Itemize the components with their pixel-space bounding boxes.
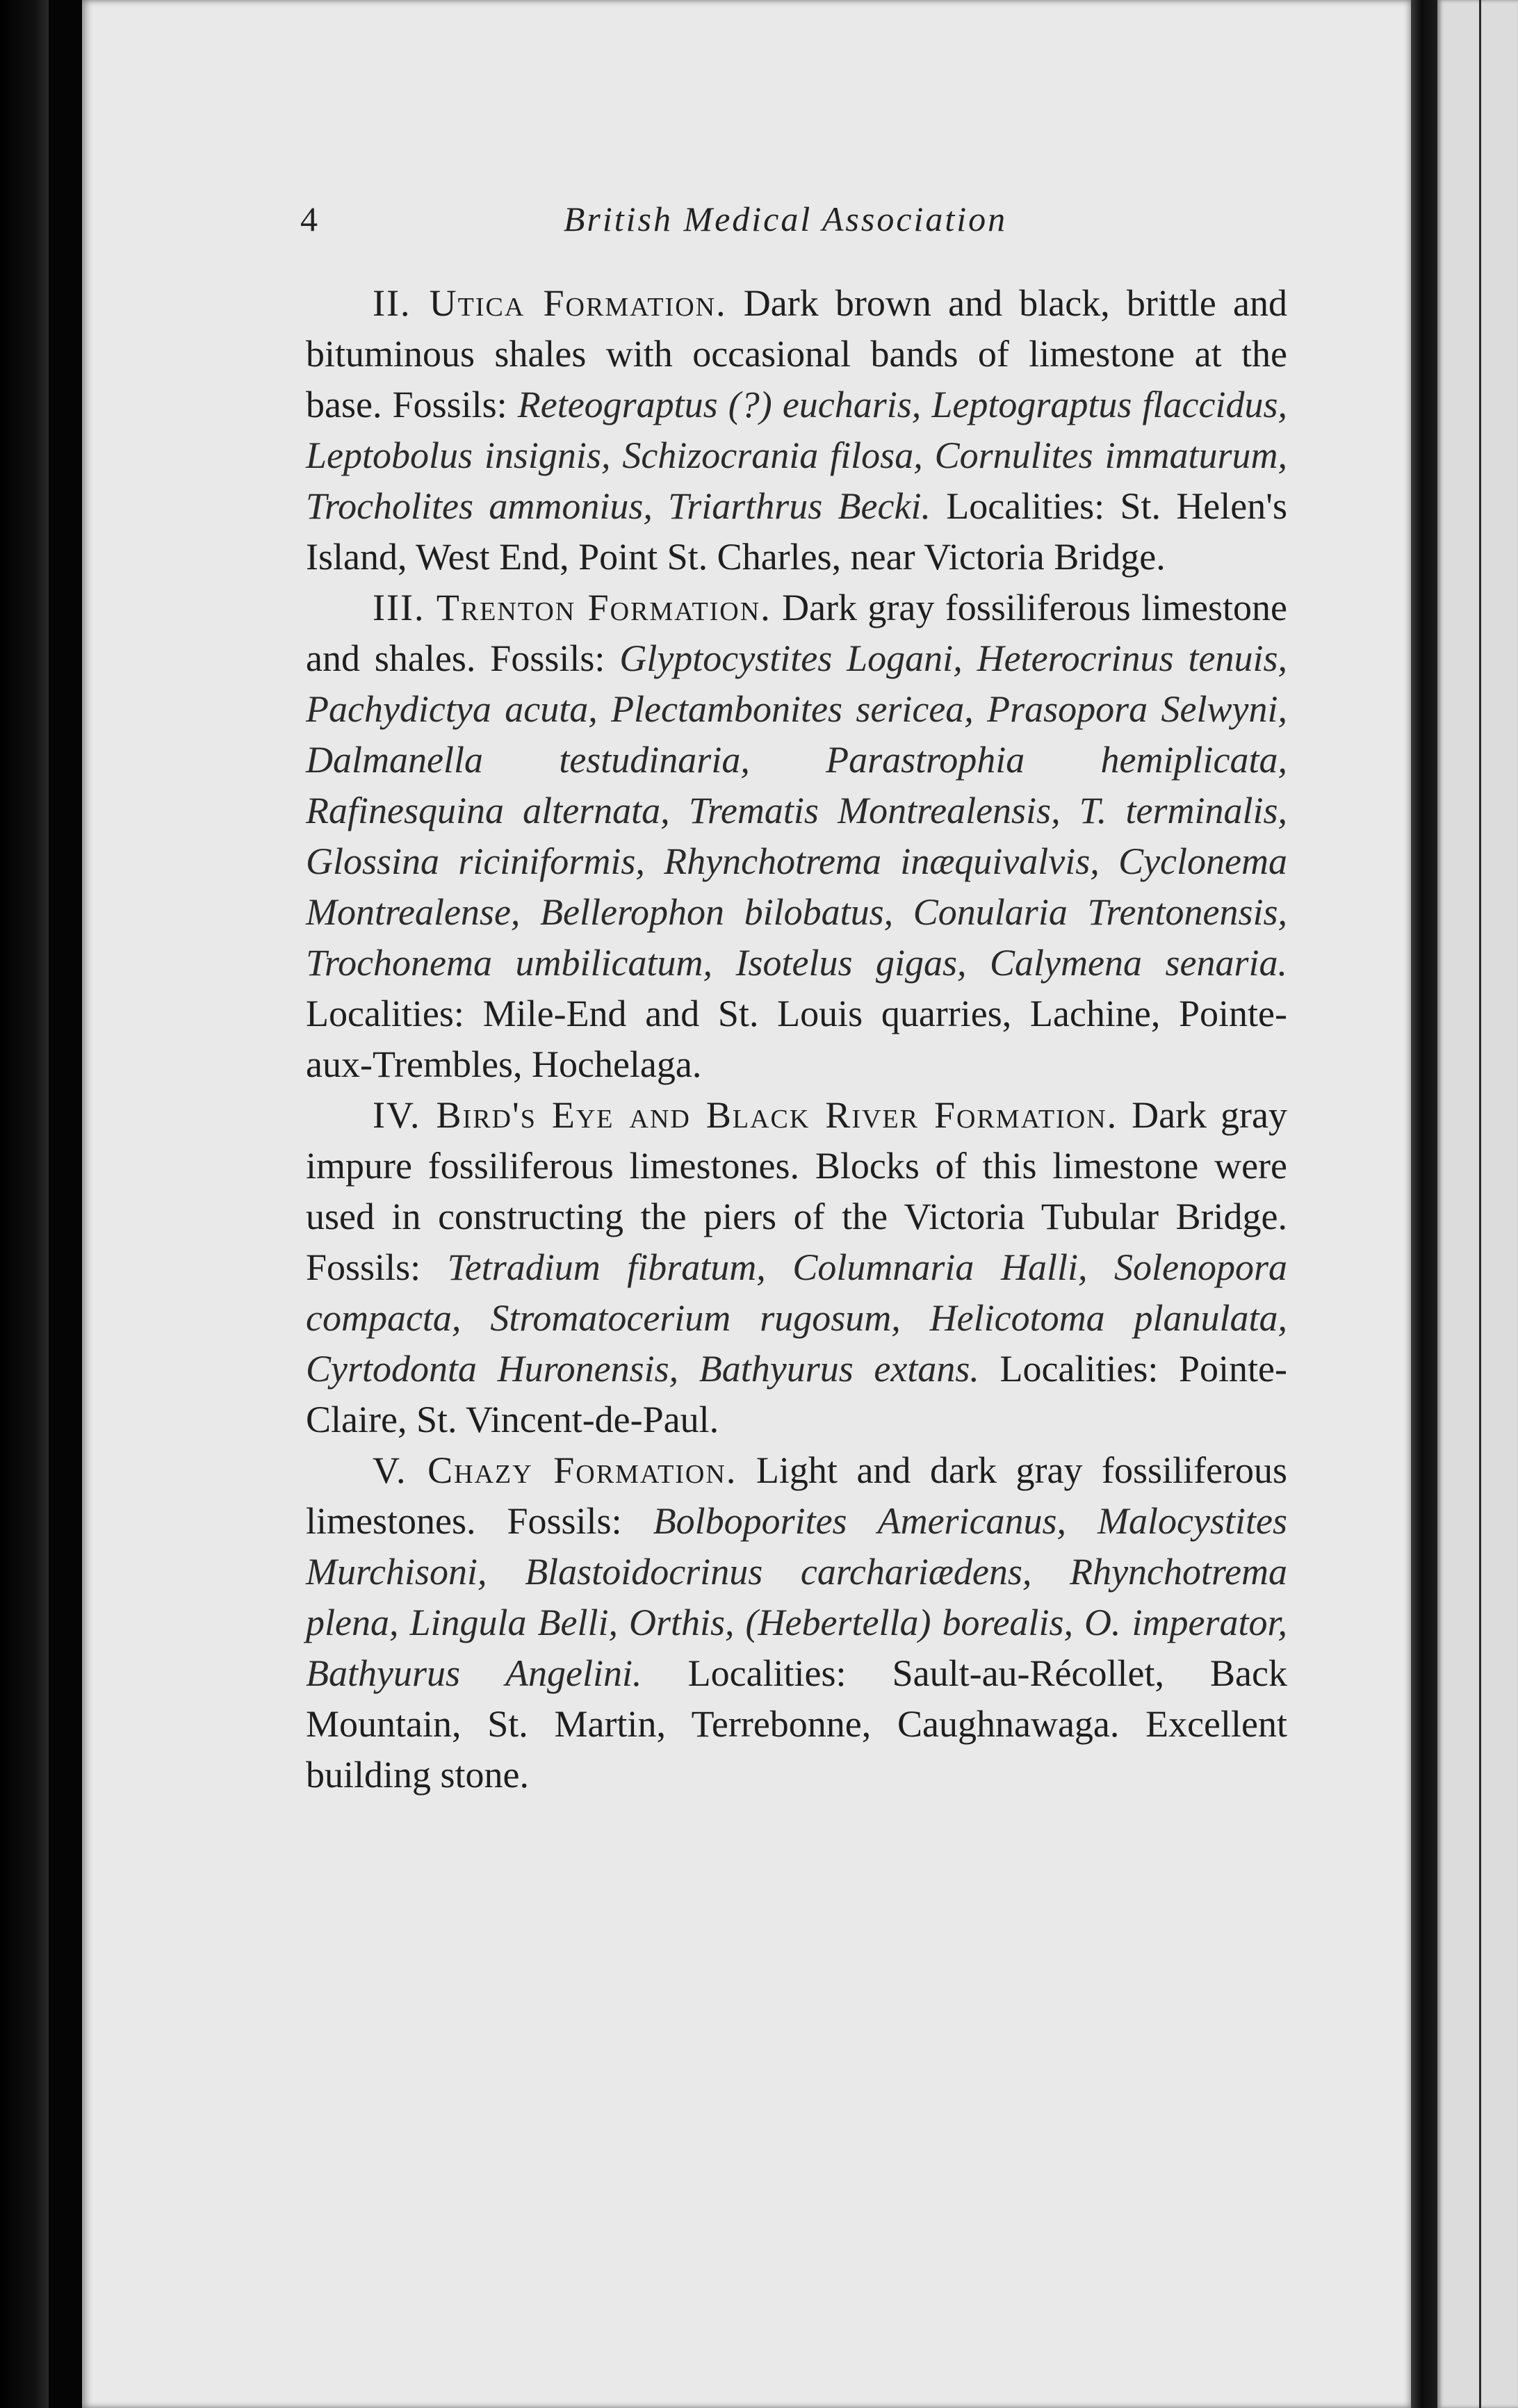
book-spine-shadow — [1411, 0, 1437, 2408]
section-text: Dark gray impure fossiliferous limestones. Blocks of this limestone were used in constructing the piers of the Victoria Tubular Bridge. Fossils: — [306, 1094, 1287, 1288]
localities-text: Localities: Pointe-Claire, St. Vincent-de-Paul. — [306, 1348, 1288, 1440]
section-text: Light and dark gray fossiliferous limestones. Fossils: — [306, 1449, 1288, 1542]
section-birds-eye-black-river — [306, 1090, 1287, 1445]
fossil-list: Glyptocystites Logani, Heterocrinus tenuis, Pachydictya acuta, Plectambonites sericea, Prasopora Selwyni, Dalmanella testudinaria, Parastrophia hemiplicata, Rafinesquina alternata, Trematis Montrealensis, T. terminalis, Glossina riciniformis, Rhynchotrema inæquivalvis, Cyclonema Montrealense, Bellerophon bilobatus, Conularia Trentonensis, Trochonema umbilicatum, Isotelus gigas, Calymena senaria. — [306, 637, 1287, 984]
section-heading: IV. Bird's Eye and Black River Formation. — [373, 1094, 1118, 1136]
running-title: British Medical Association — [563, 200, 1008, 238]
localities-text: Localities: St. Helen's Island, West End, Point St. Charles, near Victoria Bridge. — [306, 485, 1287, 578]
page-edge-line — [1479, 0, 1481, 2408]
body-text — [306, 278, 1287, 1800]
localities-text: Localities: Sault-au-Récollet, Back Mountain, St. Martin, Terrebonne, Caughnawaga. Excellent building stone. — [306, 1652, 1287, 1796]
section-trenton — [306, 583, 1287, 1090]
localities-text: Localities: Mile-End and St. Louis quarries, Lachine, Pointe-aux-Trembles, Hochelaga. — [306, 993, 1287, 1085]
section-text: Dark brown and black, brittle and bituminous shales with occasional bands of limestone at the base. Fossils: — [306, 282, 1288, 425]
section-heading: V. Chazy Formation. — [373, 1449, 737, 1491]
section-utica — [306, 278, 1287, 583]
fossil-list: Reteograptus (?) eucharis, Leptograptus flaccidus, Leptobolus insignis, Schizocrania filosa, Cornulites immaturum, Trocholites ammonius, Triarthrus Becki. — [306, 384, 1287, 527]
section-heading: III. Trenton Formation. — [373, 587, 772, 628]
section-text: Dark gray fossiliferous limestone and shales. Fossils: — [306, 587, 1288, 679]
scan-left-border — [0, 0, 49, 2408]
fossil-list: Bolboporites Americanus, Malocystites Murchisoni, Blastoidocrinus carchariædens, Rhynchotrema plena, Lingula Belli, Orthis, (Hebertella) borealis, O. imperator, Bathyurus Angelini. — [306, 1500, 1287, 1694]
section-heading: II. Utica Formation. — [373, 282, 727, 324]
page-number: 4 — [300, 200, 318, 238]
section-chazy — [306, 1445, 1287, 1800]
fossil-list: Tetradium fibratum, Columnaria Halli, Solenopora compacta, Stromatocerium rugosum, Helicotoma planulata, Cyrtodonta Huronensis, Bathyurus extans. — [306, 1246, 1288, 1390]
adjacent-page-edge — [1437, 0, 1518, 2408]
